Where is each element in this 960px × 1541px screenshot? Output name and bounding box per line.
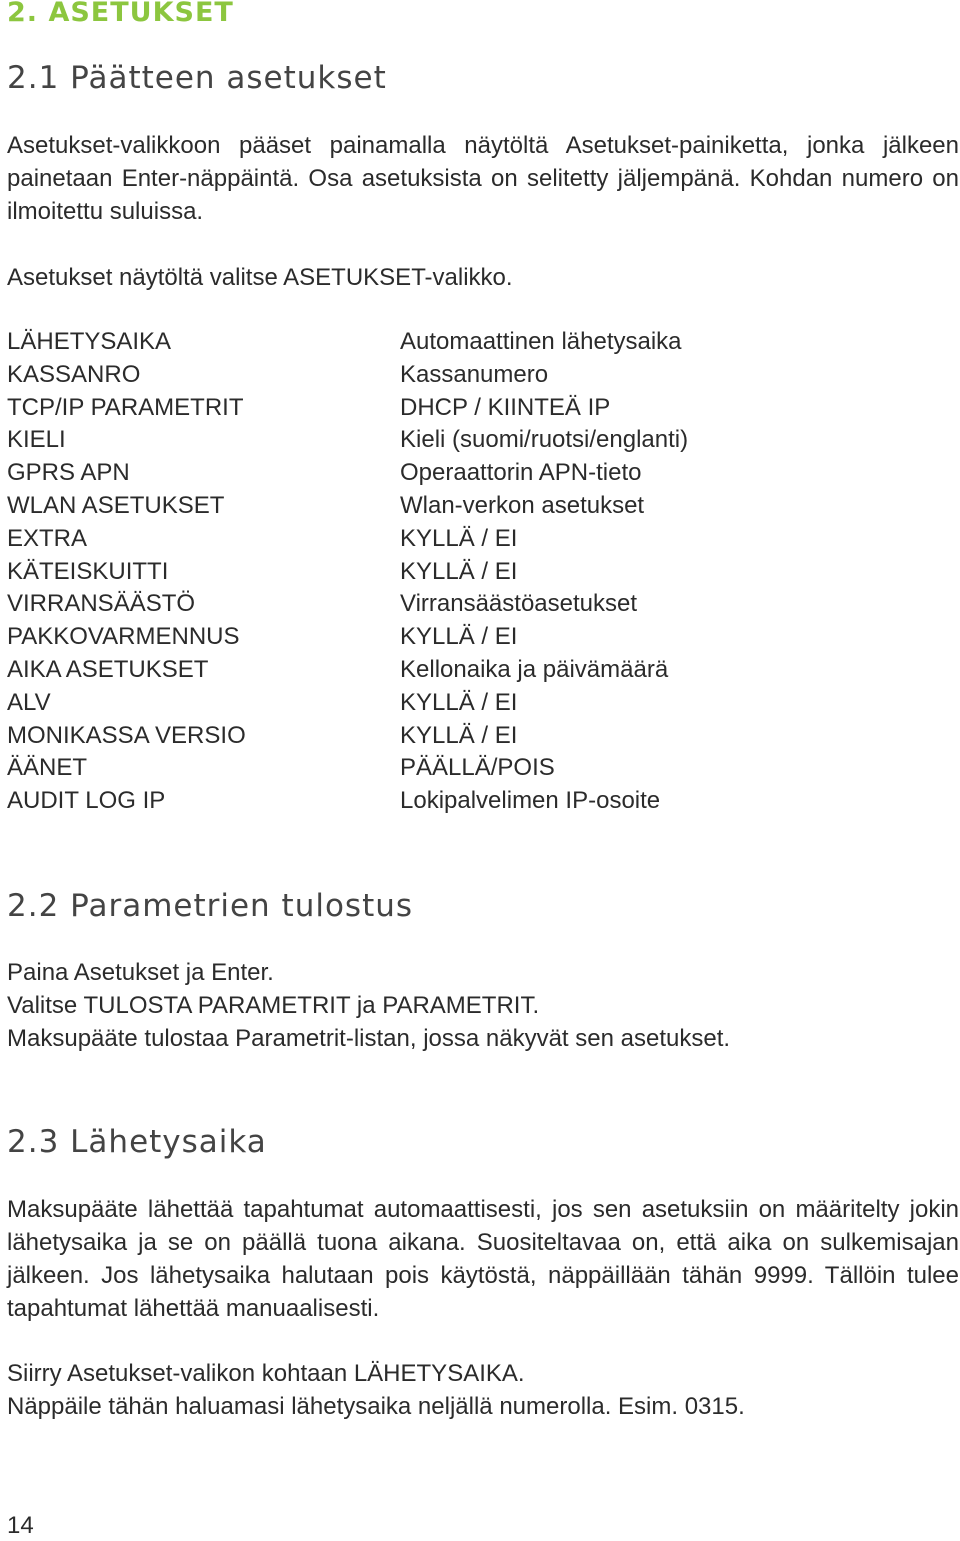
setting-name: KASSANRO [7, 360, 141, 388]
settings-list [7, 326, 907, 818]
page-number: 14 [7, 1512, 34, 1539]
settings-row [7, 621, 907, 654]
setting-name: GPRS APN [7, 459, 130, 487]
settings-row [7, 326, 907, 359]
settings-row [7, 359, 907, 392]
setting-description: Kieli (suomi/ruotsi/englanti) [400, 426, 689, 454]
section-2-1-instruction: Asetukset näytöltä valitse ASETUKSET-valikko. [7, 264, 513, 291]
setting-name: ÄÄNET [7, 754, 88, 782]
settings-row [7, 720, 907, 753]
settings-row [7, 523, 907, 556]
setting-name: EXTRA [7, 524, 88, 552]
settings-row [7, 457, 907, 490]
setting-description: KYLLÄ / EI [400, 623, 518, 651]
setting-name: WLAN ASETUKSET [7, 491, 225, 519]
setting-description: Lokipalvelimen IP-osoite [400, 787, 661, 815]
setting-name: AIKA ASETUKSET [7, 655, 209, 683]
setting-description: Automaattinen lähetysaika [400, 328, 682, 355]
setting-description: Kassanumero [400, 360, 549, 388]
setting-description: Virransäästöasetukset [400, 590, 638, 618]
setting-description: KYLLÄ / EI [400, 721, 518, 749]
setting-description: KYLLÄ / EI [400, 688, 518, 716]
section-2-2-line: Maksupääte tulostaa Parametrit-listan, jossa näkyvät sen asetukset. [7, 1025, 731, 1052]
setting-description: KYLLÄ / EI [400, 557, 518, 585]
setting-name: AUDIT LOG IP [7, 787, 166, 815]
section-2-2-line: Paina Asetukset ja Enter. [7, 959, 274, 986]
setting-description: Operaattorin APN-tieto [400, 459, 642, 487]
setting-name: ALV [7, 688, 51, 716]
section-2-3-body: Maksupääte lähettää tapahtumat automaattisesti, jos sen asetuksiin on määritelty jokin lähetysaika ja se on päällä tuona aikana. Suositeltavaa on, että aika on sulkemisajan jälkeen. Jos lähetysaika halutaan pois käytöstä, näppäillään tähän 9999. Tällöin tulee tapahtumat lähettää manuaalisesti. [7, 1196, 959, 1322]
setting-description: KYLLÄ / EI [400, 524, 518, 552]
setting-description: PÄÄLLÄ/POIS [400, 754, 555, 782]
settings-row [7, 588, 907, 621]
section-title-2-2: 2.2 Parametrien tulostus [7, 888, 414, 924]
section-title-2-3: 2.3 Lähetysaika [7, 1124, 267, 1160]
section-2-3-step: Siirry Asetukset-valikon kohtaan LÄHETYSAIKA. [7, 1360, 525, 1387]
settings-row [7, 424, 907, 457]
setting-name: LÄHETYSAIKA [7, 328, 172, 355]
section-title-2-1: 2.1 Päätteen asetukset [7, 60, 387, 96]
setting-description: Wlan-verkon asetukset [400, 491, 645, 519]
setting-name: VIRRANSÄÄSTÖ [7, 590, 196, 618]
settings-row [7, 785, 907, 818]
section-2-1-intro: Asetukset-valikkoon pääset painamalla näytöltä Asetukset-painiketta, jonka jälkeen painetaan Enter-näppäintä. Osa asetuksista on selitetty jäljempänä. Kohdan numero on ilmoitettu suluissa. [7, 132, 959, 225]
setting-description: DHCP / KIINTEÄ IP [400, 393, 611, 421]
setting-name: TCP/IP PARAMETRIT [7, 393, 244, 421]
setting-description: Kellonaika ja päivämäärä [400, 655, 669, 683]
setting-name: PAKKOVARMENNUS [7, 623, 240, 651]
setting-name: KIELI [7, 426, 66, 454]
section-2-3-step: Näppäile tähän haluamasi lähetysaika neljällä numerolla. Esim. 0315. [7, 1393, 745, 1420]
setting-name: KÄTEISKUITTI [7, 557, 169, 585]
settings-row [7, 687, 907, 720]
settings-row [7, 752, 907, 785]
settings-row [7, 392, 907, 425]
settings-row [7, 556, 907, 589]
section-2-2-line: Valitse TULOSTA PARAMETRIT ja PARAMETRIT. [7, 992, 540, 1019]
settings-row [7, 654, 907, 687]
chapter-title: 2. ASETUKSET [7, 0, 234, 28]
settings-row [7, 490, 907, 523]
setting-name: MONIKASSA VERSIO [7, 721, 246, 749]
